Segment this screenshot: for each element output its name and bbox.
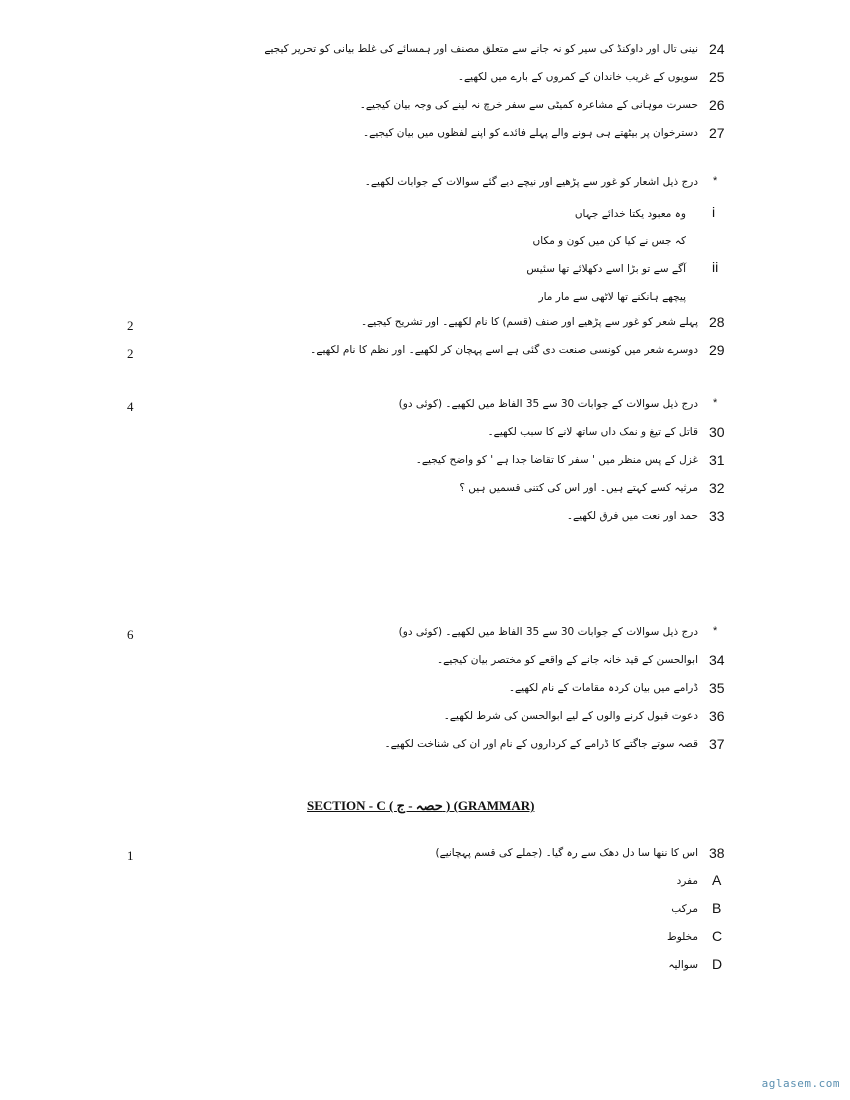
question-number: 28 [709, 314, 725, 330]
question-number: 32 [709, 480, 725, 496]
option-label: A [712, 872, 722, 888]
question-number: 33 [709, 508, 725, 524]
couplet-label: i [712, 204, 716, 220]
section-c-heading: SECTION - C ( حصہ - ج ) (GRAMMAR) [307, 798, 535, 813]
question-number: 31 [709, 452, 725, 468]
question-text: دسترخوان پر بیٹھتے ہی ہونے والے پہلے فائدے کو اپنے لفظوں میں بیان کیجیے۔ [363, 127, 698, 139]
couplet-label: ii [712, 259, 719, 275]
group-instruction: درج ذیل سوالات کے جوابات 30 سے 35 الفاظ میں لکھیے۔ (کوئی دو) [398, 626, 698, 638]
question-number: 34 [709, 652, 725, 668]
question-text: قاتل کے تیغ و نمک داں ساتھ لانے کا سبب لکھیے۔ [487, 426, 698, 438]
question-number: 35 [709, 680, 725, 696]
question-number: 38 [709, 845, 725, 861]
question-number: 30 [709, 424, 725, 440]
question-number: 29 [709, 342, 725, 358]
marks-value: 4 [127, 399, 134, 414]
couplet-line: وہ معبود یکتا خدائے جہاں [574, 208, 686, 220]
question-number: 24 [709, 41, 725, 57]
option-text: مخلوط [666, 931, 698, 943]
marks-value: 6 [127, 627, 134, 642]
couplet-line: کہ جس نے کیا کن میں کون و مکاں [532, 235, 686, 247]
question-text: پہلے شعر کو غور سے پڑھیے اور صنف (قسم) کا نام لکھیے۔ اور تشریح کیجیے۔ [361, 316, 698, 328]
question-text: ڈرامے میں بیان کردہ مقامات کے نام لکھیے۔ [508, 682, 698, 694]
question-number: 37 [709, 736, 725, 752]
question-text: دوسرے شعر میں کونسی صنعت دی گئی ہے اسے پہچان کر لکھیے۔ اور نظم کا نام لکھیے۔ [310, 344, 698, 356]
question-text: ابوالحسن کے قید خانہ جانے کے واقعے کو مختصر بیان کیجیے۔ [437, 654, 698, 666]
question-text: دعوت قبول کرنے والوں کے لیے ابوالحسن کی شرط لکھیے۔ [443, 710, 698, 722]
option-text: مرکب [671, 903, 698, 915]
couplet-line: آگے سے تو بڑا اسے دکھلائے تھا سئیس [526, 263, 686, 275]
question-number: 27 [709, 125, 725, 141]
question-number: 36 [709, 708, 725, 724]
marks-value: 2 [127, 318, 134, 333]
option-label: D [712, 956, 723, 972]
option-text: مفرد [676, 875, 698, 887]
question-text: مرثیہ کسے کہتے ہیں۔ اور اس کی کتنی قسمیں ہیں ؟ [459, 482, 698, 494]
poetry-instruction: درج ذیل اشعار کو غور سے پڑھیے اور نیچے دیے گئے سوالات کے جوابات لکھیے۔ [364, 176, 698, 188]
question-text: سویوں کے غریب خاندان کے کمروں کے بارے میں لکھیے۔ [457, 71, 698, 83]
marks-value: 1 [127, 848, 134, 863]
question-text: غزل کے پس منظر میں ' سفر کا تقاضا جدا ہے ' کو واضح کیجیے۔ [415, 454, 698, 466]
option-label: C [712, 928, 723, 944]
asterisk-marker: * [713, 625, 718, 637]
asterisk-marker: * [713, 175, 718, 187]
question-number: 26 [709, 97, 725, 113]
question-number: 25 [709, 69, 725, 85]
question-text: حمد اور نعت میں فرق لکھیے۔ [566, 510, 698, 522]
question-text: اس کا ننھا سا دل دھک سے رہ گیا۔ (جملے کی قسم پہچانیے) [435, 847, 698, 859]
couplet-line: پیچھے ہانکنے تھا لاٹھی سے مار مار [538, 291, 686, 303]
option-label: B [712, 900, 722, 916]
group-instruction: درج ذیل سوالات کے جوابات 30 سے 35 الفاظ میں لکھیے۔ (کوئی دو) [398, 398, 698, 410]
watermark-text: aglasem.com [761, 1077, 840, 1090]
marks-value: 2 [127, 346, 134, 361]
question-text: نینی تال اور داوکنڈ کی سیر کو نہ جانے سے متعلق مصنف اور ہمسائے کی غلط بیانی کو تحریر کیجیے [264, 43, 698, 55]
question-text: قصہ سوتے جاگتے کا ڈرامے کے کرداروں کے نام اور ان کی شناخت لکھیے۔ [384, 738, 698, 750]
asterisk-marker: * [713, 397, 718, 409]
option-text: سوالیہ [668, 959, 698, 971]
question-text: حسرت موہانی کے مشاعرہ کمیٹی سے سفر خرچ نہ لینے کی وجہ بیان کیجیے۔ [359, 99, 698, 111]
